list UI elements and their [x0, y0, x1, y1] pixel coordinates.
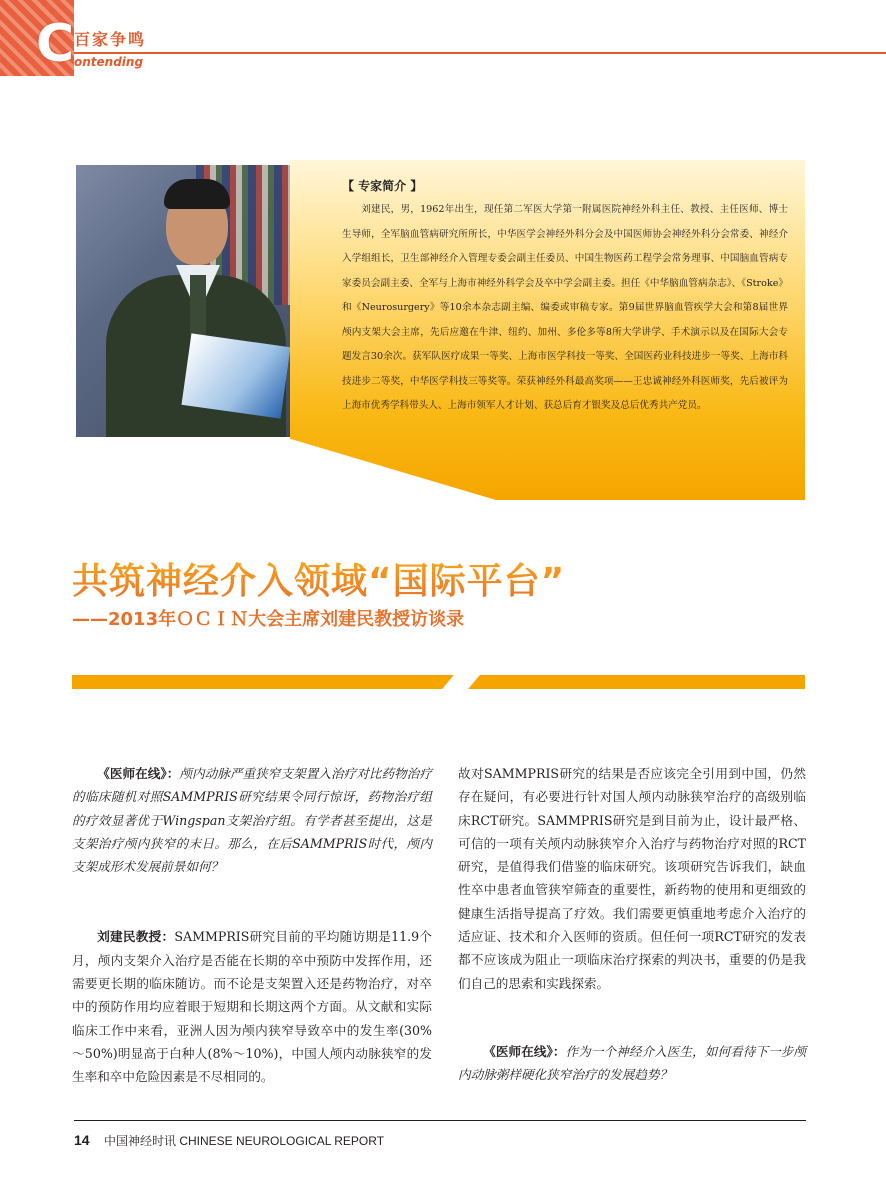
footer-rule — [74, 1120, 806, 1121]
article-title: 共筑神经介入领域“国际平台” — [72, 561, 566, 602]
profile-heading: 【 专家简介 】 — [342, 179, 423, 193]
answer-1-part-2: 故对SAMMPRIS研究的结果是否应该完全引用到中国，仍然存在疑问，有必要进行针对国人颅内动脉狭窄治疗的高级别临床RCT研究。SAMMPRIS研究是到目前为止，设计最严格、可信的一项有关颅内动脉狭窄介入治疗与药物治疗对照的RCT研究，是值得我们借鉴的临床研究。该项研究告诉我们，缺血性卒中患者血管狭窄筛查的重要性，新药物的使用和更细致的健康生活指导提高了疗效。我们需要更慎重地考虑介入治疗的适应证、技术和介入医师的资质。但任何一项RCT研究的发表都不应该成为阻止一项临床治疗探索的判决书，重要的仍是我们自己的思索和实践探索。 — [458, 766, 806, 991]
journal-book — [181, 333, 290, 418]
column-left — [72, 762, 432, 1089]
question-2 — [458, 1040, 806, 1087]
question-2-text: 作为一个神经介入医生，如何看待下一步颅内动脉粥样硬化狭窄治疗的发展趋势？ — [458, 1043, 807, 1083]
hair — [164, 179, 230, 209]
column-right — [458, 762, 806, 1087]
publication-name: 中国神经时讯 CHINESE NEUROLOGICAL REPORT — [104, 1134, 385, 1148]
question-1-lead: 《医师在线》： — [97, 766, 180, 781]
section-title-cn: 百家争鸣 — [74, 30, 147, 49]
question-1 — [72, 762, 432, 878]
expert-photo — [76, 165, 290, 437]
profile-bio: 刘建民，男，1962年出生，现任第二军医大学第一附属医院神经外科主任、教授、主任医师、博士生导师，全军脑血管病研究所所长，中华医学会神经外科分会及中国医师协会神经外科分会常委、神经介入学组组长，卫生部神经介入管理专委会副主任委员、中国生物医药工程学会常务理事、中国脑血管病专家委员会副主委、全军与上海市神经外科学会及卒中学会副主委。担任《中华脑血管病杂志》、《Stroke》和《Neurosurgery》等10余本杂志副主编、编委或审稿专家。第9届世界脑血管疾学大会和第8届世界颅内支架大会主席，先后应邀在牛津、纽约、加州、多伦多等8所大学讲学、手术演示以及在国际大会专题发言30余次。获军队医疗成果一等奖、上海市医学科技一等奖、全国医药业科技进步一等奖、上海市科技进步二等奖，中华医学科技三等奖等。荣获神经外科最高奖项——王忠诚神经外科医师奖，先后被评为上海市优秀学科带头人、上海市领军人才计划、获总后育才银奖及总后优秀共产党员。 — [342, 204, 788, 411]
answer-1-lead: 刘建民教授： — [97, 929, 175, 945]
article-subtitle: ——2013年ＯＣＩＮ大会主席刘建民教授访谈录 — [72, 609, 465, 630]
title-bar-left — [72, 675, 460, 689]
header-rule — [74, 52, 886, 54]
question-2-lead: 《医师在线》： — [483, 1043, 566, 1059]
title-bar-right — [468, 675, 805, 689]
section-initial: C — [36, 14, 75, 74]
answer-1-part-1 — [72, 925, 432, 1088]
answer-1-text-1: SAMMPRIS研究目前的平均随访期是11.9个月，颅内支架介入治疗是否能在长期的卒中预防中发挥作用，还需要更长期的临床随访。而不论是支架置入还是药物治疗，对卒中的预防作用均应着眼于短期和长期这两个方面。从文献和实际临床工作中来看，亚洲人因为颅内狭窄导致卒中的发生率(30%～50%)明显高于白种人(8%～10%)，中国人颅内动脉狭窄的发生率和卒中危险因素是不尽相同的。 — [72, 929, 433, 1085]
page-number: 14 — [74, 1132, 90, 1148]
section-title-en: ontending — [74, 55, 144, 69]
question-1-text: 颅内动脉严重狭窄支架置入治疗对比药物治疗的临床随机对照SAMMPRIS研究结果令同行惊讶，药物治疗组的疗效显著优于Wingspan支架治疗组。有学者甚至提出，这是支架治疗颅内狭窄的末日。那么，在后SAMMPRIS时代，颅内支架成形术发展前景如何？ — [72, 766, 433, 875]
